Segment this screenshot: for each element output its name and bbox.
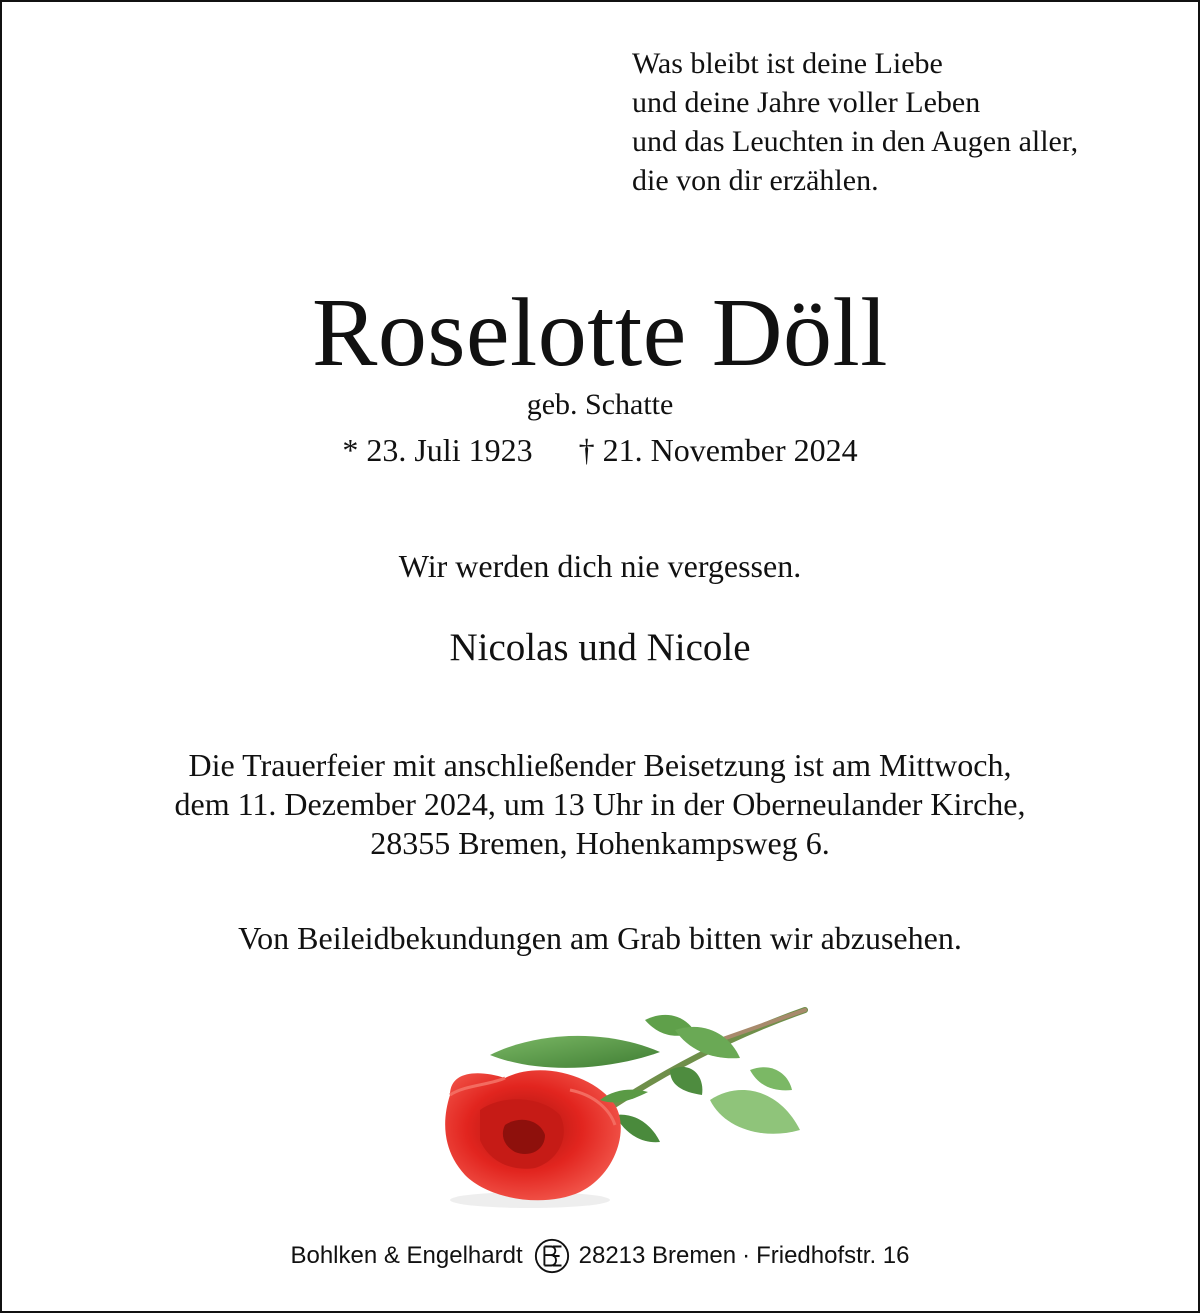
service-line: dem 11. Dezember 2024, um 13 Uhr in der Oberneulander Kirche, bbox=[174, 786, 1026, 822]
poem-line: Was bleibt ist deine Liebe bbox=[632, 47, 943, 80]
poem-line: und deine Jahre voller Leben bbox=[632, 86, 981, 119]
maiden-name: geb. Schatte bbox=[526, 388, 674, 421]
condolences-note: Von Beileidbekundungen am Grab bitten wir abzusehen. bbox=[238, 920, 962, 956]
service-line: Die Trauerfeier mit anschließender Beisetzung ist am Mittwoch, bbox=[188, 747, 1012, 783]
funeral-home-name: Bohlken & Engelhardt bbox=[290, 1242, 523, 1269]
deceased-name: Roselotte Döll bbox=[312, 279, 888, 387]
poem bbox=[632, 44, 1078, 200]
funeral-home-street: Friedhofstr. 16 bbox=[756, 1242, 910, 1269]
footer-separator: · bbox=[742, 1242, 751, 1269]
signers: Nicolas und Nicole bbox=[449, 626, 751, 669]
poem-line: die von dir erzählen. bbox=[632, 164, 879, 197]
life-dates bbox=[0, 430, 1200, 470]
motto: Wir werden dich nie vergessen. bbox=[398, 548, 802, 584]
service-info bbox=[0, 746, 1200, 863]
poem-line: und das Leuchten in den Augen aller, bbox=[632, 125, 1079, 158]
be-logo-icon bbox=[533, 1237, 571, 1275]
birth-date: * 23. Juli 1923 bbox=[342, 432, 533, 468]
funeral-home-city: 28213 Bremen bbox=[578, 1242, 737, 1269]
rose-image bbox=[420, 1000, 820, 1210]
service-line: 28355 Bremen, Hohenkampsweg 6. bbox=[370, 825, 830, 861]
funeral-home-footer bbox=[0, 1236, 1200, 1276]
death-date: † 21. November 2024 bbox=[578, 432, 858, 468]
